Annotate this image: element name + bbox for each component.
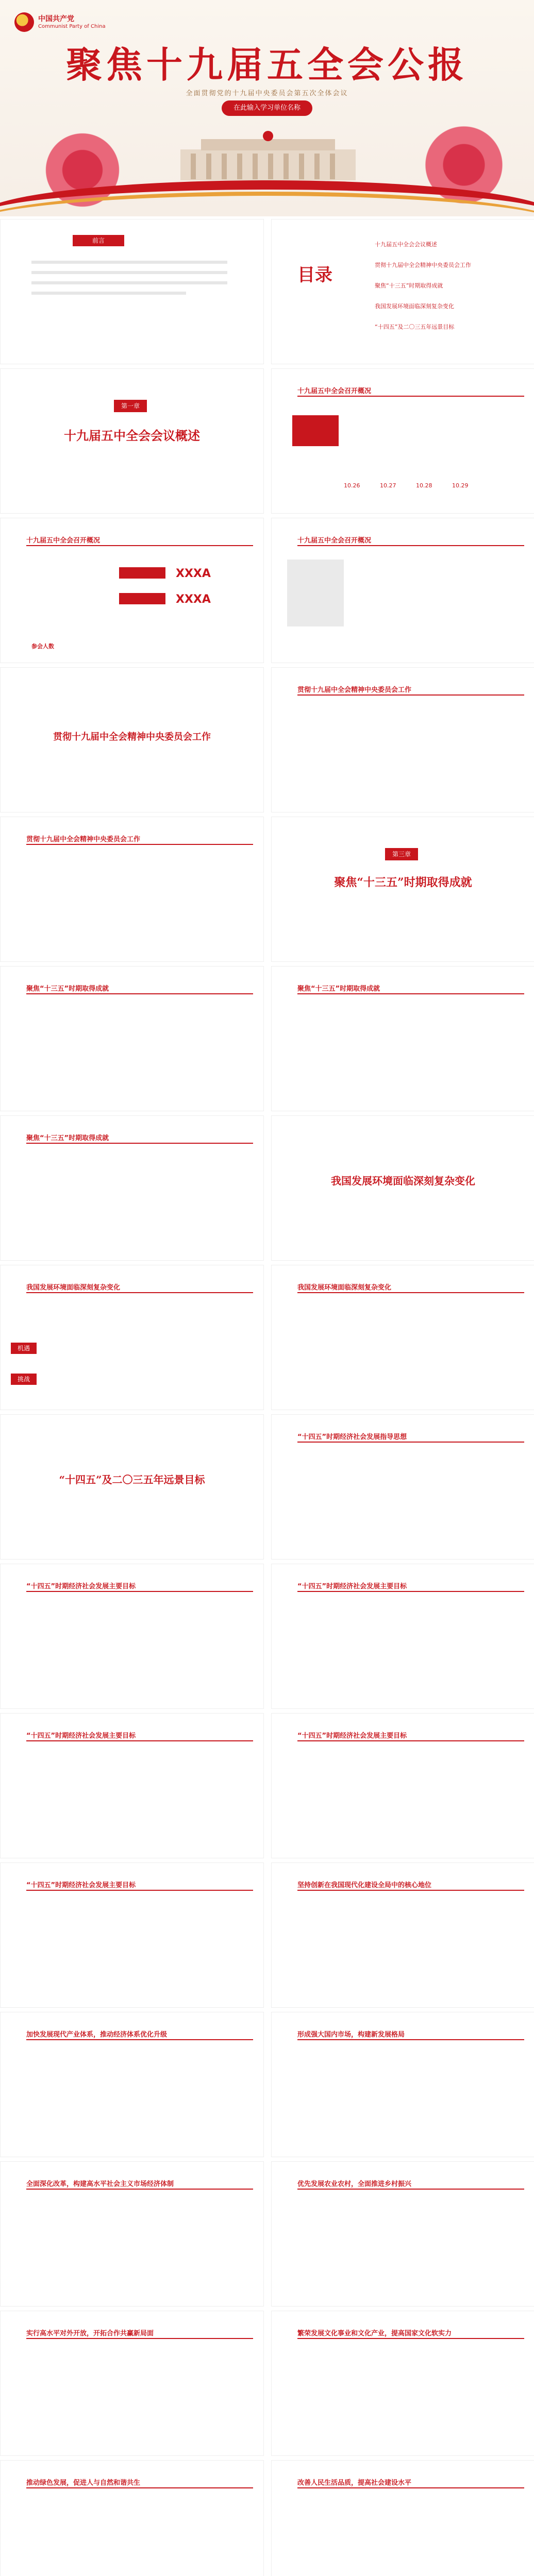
attendees-label: 参会人数 — [31, 643, 54, 650]
content-slide — [271, 966, 534, 1111]
slide-title: 聚焦“十三五”时期取得成就 — [297, 983, 524, 994]
logo-cn-text: 中国共产党 — [38, 15, 74, 23]
slide-title: 优先发展农业农村，全面推进乡村振兴 — [297, 2178, 524, 2190]
toc-item[interactable]: “十四五”及二〇三五年远景目标 — [375, 324, 455, 330]
xxxa-value: XXXA — [176, 567, 211, 580]
map-slide — [271, 518, 534, 663]
slide-title: “十四五”时期经济社会发展指导思想 — [297, 1431, 524, 1443]
timeline-date: 10.28 — [416, 482, 432, 489]
content-slide — [0, 1265, 264, 1410]
slide-title: 贯彻十九届中全会精神中央委员会工作 — [26, 834, 253, 845]
section-title: 十九届五中全会会议概述 — [64, 428, 200, 443]
content-slide — [271, 1414, 534, 1560]
xxxa-tag — [119, 593, 165, 604]
timeline-date: 10.26 — [344, 482, 360, 489]
content-slide — [0, 2311, 264, 2456]
content-slide — [271, 1862, 534, 2008]
party-emblem-icon — [14, 12, 34, 32]
opportunity-tag: 机遇 — [11, 1343, 37, 1354]
toc-item[interactable]: 贯彻十九届中全会精神中央委员会工作 — [375, 262, 471, 268]
slide-title: 繁荣发展文化事业和文化产业，提高国家文化软实力 — [297, 2328, 524, 2339]
content-slide — [271, 1713, 534, 1858]
intro-slide — [0, 219, 264, 364]
text-line — [31, 271, 227, 274]
content-slide — [271, 1564, 534, 1709]
text-line — [31, 281, 227, 284]
slide-title: “十四五”时期经济社会发展主要目标 — [26, 1879, 253, 1891]
content-slide — [271, 2311, 534, 2456]
slide-title: 十九届五中全会召开概况 — [297, 385, 524, 397]
content-slide — [0, 966, 264, 1111]
content-slide — [0, 1564, 264, 1709]
slide-title: “十四五”时期经济社会发展主要目标 — [26, 1730, 253, 1741]
toc-label: 目录 — [297, 265, 332, 285]
section-3-slide — [271, 817, 534, 962]
content-slide — [271, 1265, 534, 1410]
slide-title: 贯彻十九届中全会精神中央委员会工作 — [297, 684, 524, 696]
unit-name-button[interactable]: 在此输入学习单位名称 — [222, 100, 312, 116]
timeline-slide — [271, 368, 534, 514]
section-4-slide — [271, 1115, 534, 1261]
xxxa-tag — [119, 567, 165, 579]
content-slide — [0, 2012, 264, 2157]
section-title: “十四五”及二〇三五年远景目标 — [59, 1473, 205, 1486]
content-slide — [0, 2161, 264, 2307]
slide-title: “十四五”时期经济社会发展主要目标 — [297, 1581, 524, 1592]
section-title: 贯彻十九届中全会精神中央委员会工作 — [53, 732, 211, 742]
content-slide — [0, 1713, 264, 1858]
text-line — [31, 261, 227, 264]
slide-title: “十四五”时期经济社会发展主要目标 — [26, 1581, 253, 1592]
speaker-slide — [271, 667, 534, 812]
content-slide — [0, 1115, 264, 1261]
slide-title: 聚焦“十三五”时期取得成就 — [26, 983, 253, 994]
slide-title: 坚持创新在我国现代化建设全局中的核心地位 — [297, 1879, 524, 1891]
slide-title: 我国发展环境面临深刻复杂变化 — [26, 1282, 253, 1293]
title-slide — [0, 0, 534, 216]
section-2-slide — [0, 667, 264, 812]
attendees-slide — [0, 518, 264, 663]
content-slide — [271, 2012, 534, 2157]
work-slide — [0, 817, 264, 962]
section-title: 聚焦“十三五”时期取得成就 — [334, 876, 472, 889]
slide-title: 十九届五中全会召开概况 — [297, 535, 524, 546]
map-placeholder — [287, 560, 344, 626]
section-tag: 第一章 — [114, 400, 147, 412]
content-slide — [0, 1862, 264, 2008]
slide-title: 聚焦“十三五”时期取得成就 — [26, 1132, 253, 1144]
toc-item[interactable]: 十九届五中全会会议概述 — [375, 241, 437, 248]
toc-item[interactable]: 聚焦“十三五”时期取得成就 — [375, 282, 443, 289]
section-5-slide — [0, 1414, 264, 1560]
flag-block — [292, 415, 339, 446]
section-title: 我国发展环境面临深刻复杂变化 — [331, 1175, 475, 1187]
toc-slide — [271, 219, 534, 364]
party-logo — [14, 12, 128, 35]
content-slide — [271, 2161, 534, 2307]
slide-title: 实行高水平对外开放，开拓合作共赢新局面 — [26, 2328, 253, 2339]
slide-title: 形成强大国内市场，构建新发展格局 — [297, 2029, 524, 2040]
slide-title: 改善人民生活品质，提高社会建设水平 — [297, 2477, 524, 2488]
section-tag: 第三章 — [385, 848, 418, 860]
slide-title: 我国发展环境面临深刻复杂变化 — [297, 1282, 524, 1293]
hero-title: 聚焦十九届五全会公报 — [66, 43, 468, 86]
text-line — [31, 292, 186, 295]
xxxa-value: XXXA — [176, 593, 211, 606]
slide-title: 推动绿色发展，促进人与自然和谐共生 — [26, 2477, 253, 2488]
challenge-tag: 挑战 — [11, 1374, 37, 1385]
logo-en-text: Communist Party of China — [38, 24, 106, 29]
content-slide — [271, 2460, 534, 2576]
section-1-slide — [0, 368, 264, 514]
timeline-date: 10.29 — [452, 482, 469, 489]
toc-item[interactable]: 我国发展环境面临深刻复杂变化 — [375, 303, 454, 310]
timeline-date: 10.27 — [380, 482, 396, 489]
content-slide — [0, 2460, 264, 2576]
hero-subtitle: 全面贯彻党的十九届中央委员会第五次全体会议 — [186, 90, 348, 97]
intro-header: 前言 — [73, 235, 124, 246]
slide-title: 加快发展现代产业体系，推动经济体系优化升级 — [26, 2029, 253, 2040]
slide-title: 十九届五中全会召开概况 — [26, 535, 253, 546]
slide-title: 全面深化改革，构建高水平社会主义市场经济体制 — [26, 2178, 253, 2190]
slide-title: “十四五”时期经济社会发展主要目标 — [297, 1730, 524, 1741]
great-hall-icon — [170, 129, 366, 185]
